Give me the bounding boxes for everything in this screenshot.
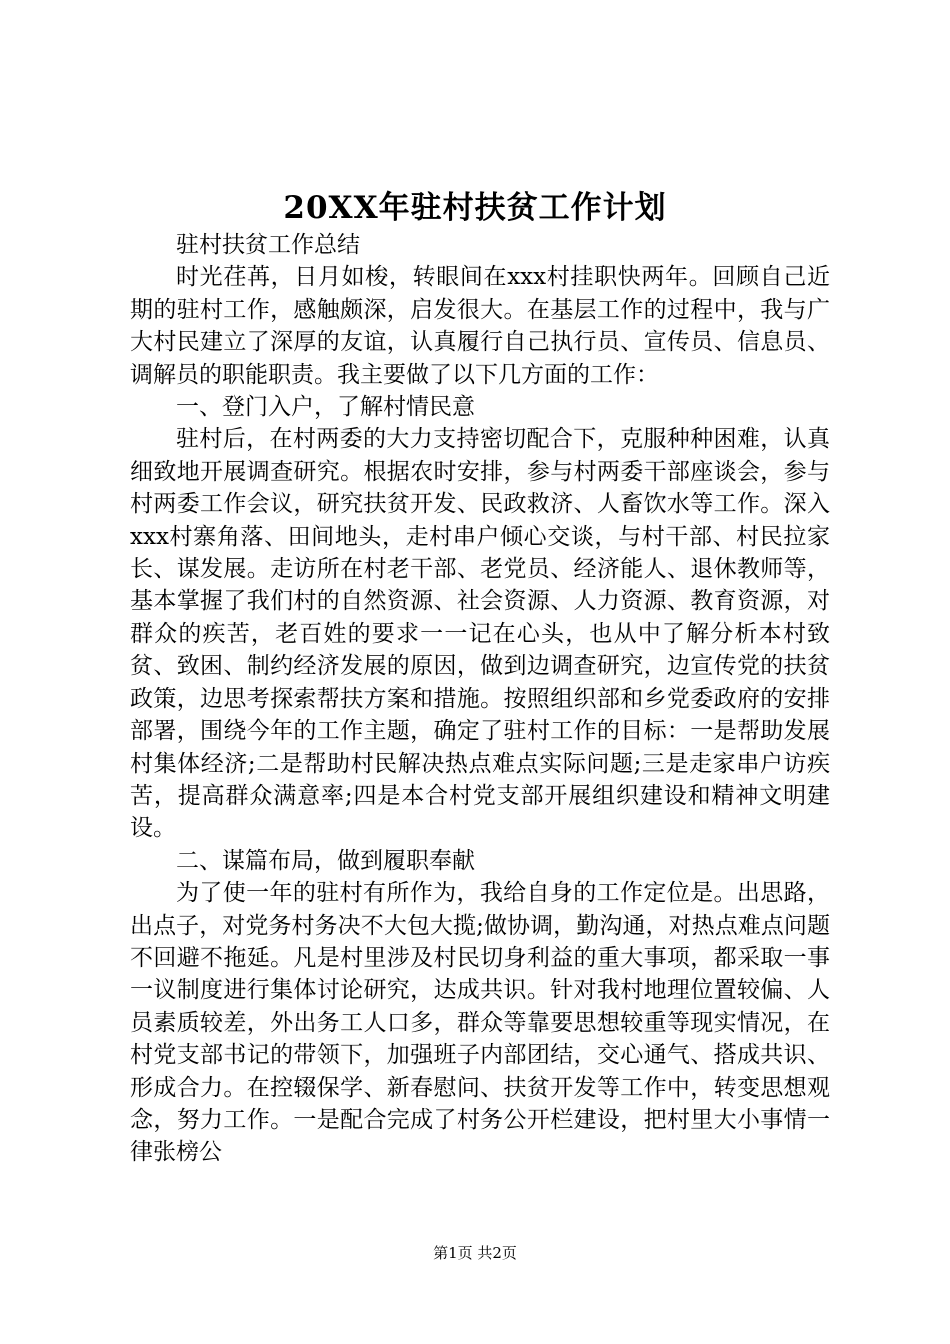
document-title: 20XX年驻村扶贫工作计划 (283, 190, 667, 226)
paragraph-section-2: 为了使一年的驻村有所作为，我给自身的工作定位是。出思路，出点子，对党务村务决不大包大揽;做协调，勤沟通，对热点难点问题不回避不拖延。凡是村里涉及村民切身利益的重大事项，都采取一事一议制度进行集体讨论研究，达成共识。针对我村地理位置较偏、人员素质较差，外出务工人口多，群众等靠要思想较重等现实情况，在村党支部书记的带领下，加强班子内部团结，交心通气、搭成共识、形成合力。在控辍保学、新春慰问、扶贫开发等工作中，转变思想观念，努力工作。一是配合完成了村务公开栏建设，把村里大小事情一律张榜公 (130, 880, 830, 1166)
section-heading-2: 二、谋篇布局，做到履职奉献 (176, 847, 475, 874)
document-body (130, 229, 830, 1169)
page-footer: 第1页 共2页 (433, 1244, 517, 1262)
paragraph-section-1: 驻村后，在村两委的大力支持密切配合下，克服种种困难，认真细致地开展调查研究。根据农时安排，参与村两委干部座谈会，参与村两委工作会议，研究扶贫开发、民政救济、人畜饮水等工作。深入xxx村寨角落、田间地头，走村串户倾心交谈，与村干部、村民拉家长、谋发展。走访所在村老干部、老党员、经济能人、退休教师等，基本掌握了我们村的自然资源、社会资源、人力资源、教育资源，对群众的疾苦，老百姓的要求一一记在心头，也从中了解分析本村致贫、致困、制约经济发展的原因，做到边调查研究，边宣传党的扶贫政策，边思考探索帮扶方案和措施。按照组织部和乡党委政府的安排部署，围绕今年的工作主题，确定了驻村工作的目标：一是帮助发展村集体经济;二是帮助村民解决热点难点实际问题;三是走家串户访疾苦，提高群众满意率;四是本合村党支部开展组织建设和精神文明建设。 (130, 426, 830, 842)
section-heading-1: 一、登门入户，了解村情民意 (176, 394, 475, 421)
paragraph-subtitle: 驻村扶贫工作总结 (176, 232, 360, 258)
paragraph-intro: 时光荏苒，日月如梭，转眼间在xxx村挂职快两年。回顾自己近期的驻村工作，感触颇深，启发很大。在基层工作的过程中，我与广大村民建立了深厚的友谊，认真履行自己执行员、宣传员、信息员、调解员的职能职责。我主要做了以下几方面的工作： (130, 264, 830, 388)
